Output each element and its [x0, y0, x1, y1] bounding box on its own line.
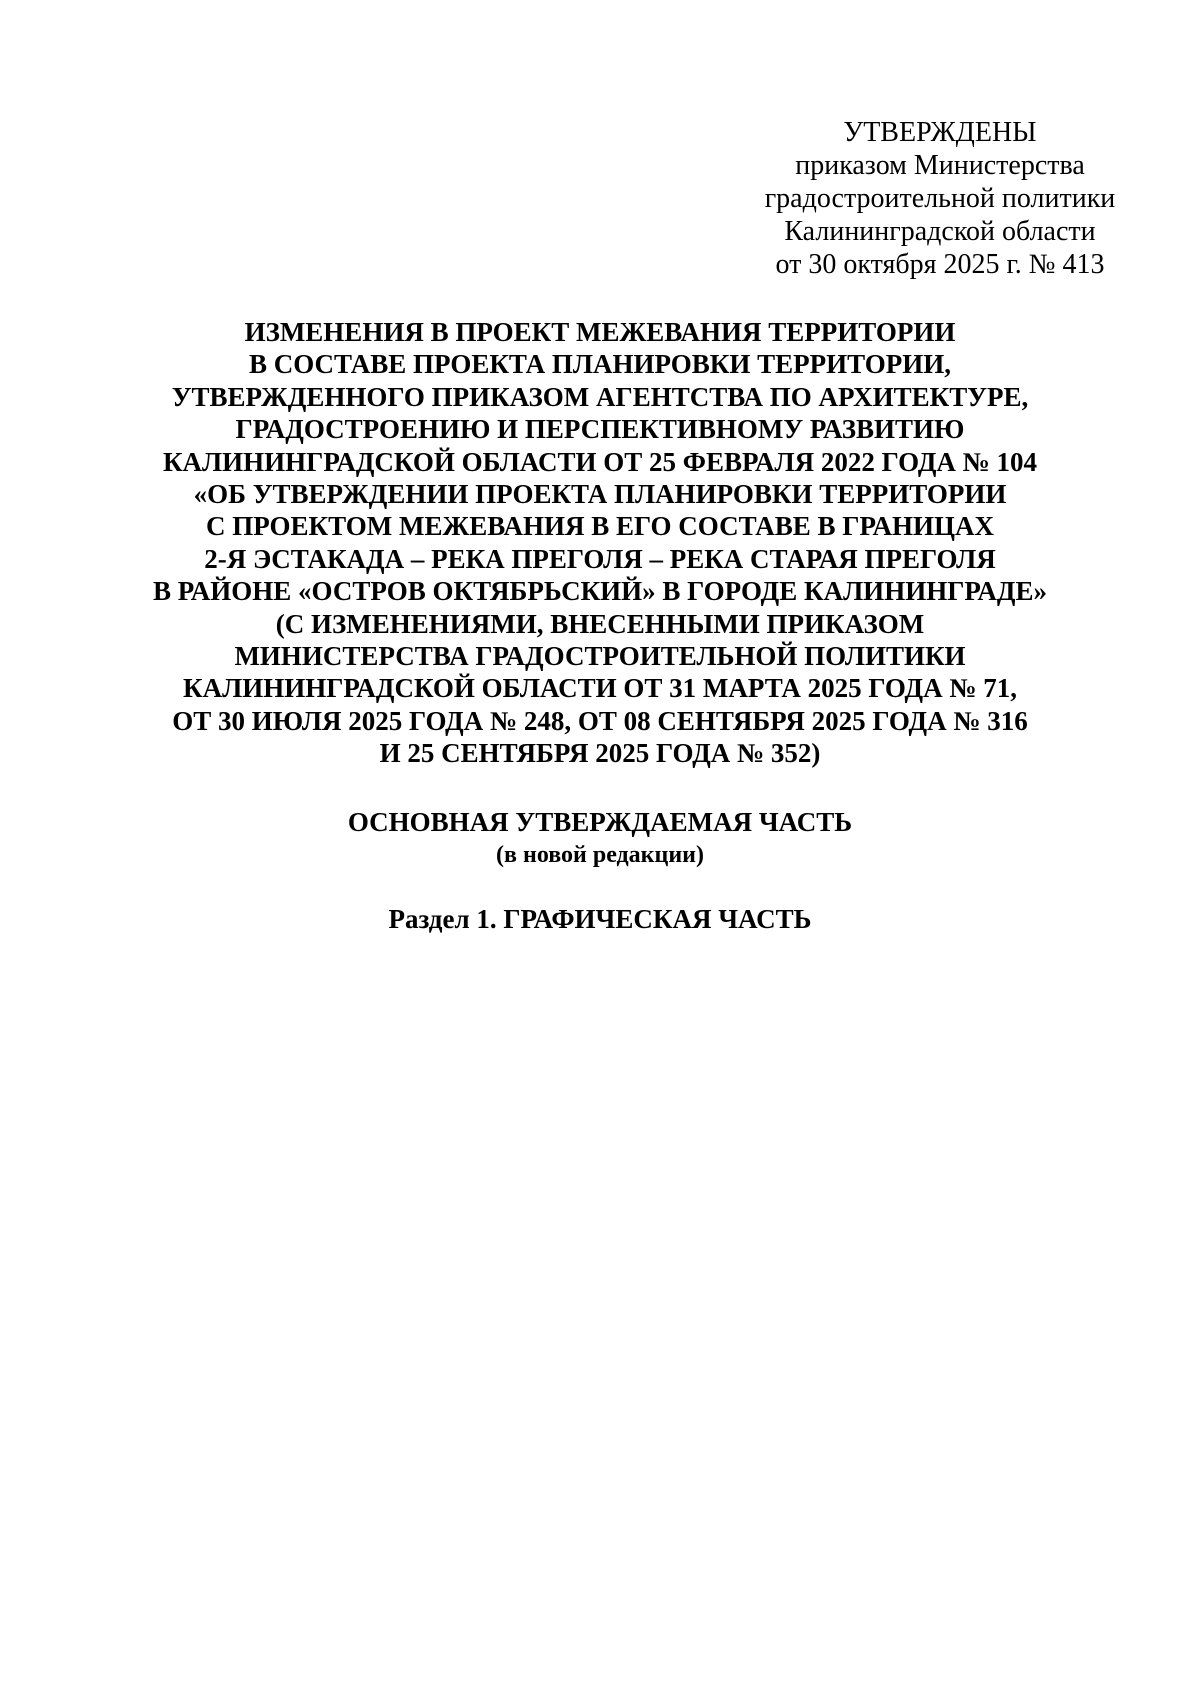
part-subtitle: (в новой редакции): [496, 842, 704, 868]
title-line: «ОБ УТВЕРЖДЕНИИ ПРОЕКТА ПЛАНИРОВКИ ТЕРРИТОРИИ: [193, 479, 1007, 510]
part-title: ОСНОВНАЯ УТВЕРЖДАЕМАЯ ЧАСТЬ: [347, 807, 853, 837]
title-line: МИНИСТЕРСТВА ГРАДОСТРОИТЕЛЬНОЙ ПОЛИТИКИ: [234, 641, 966, 672]
approval-line: Калининградской области: [784, 216, 1096, 247]
approval-line: от 30 октября 2025 г. № 413: [775, 249, 1105, 280]
part-heading: [0, 806, 1200, 871]
title-line: ОТ 30 ИЮЛЯ 2025 ГОДА № 248, ОТ 08 СЕНТЯБРЯ 2025 ГОДА № 316: [172, 705, 1028, 736]
document-title: [0, 316, 1200, 770]
title-line: В СОСТАВЕ ПРОЕКТА ПЛАНИРОВКИ ТЕРРИТОРИИ,: [248, 349, 952, 380]
approval-stamp: [740, 116, 1140, 281]
title-line: С ПРОЕКТОМ МЕЖЕВАНИЯ В ЕГО СОСТАВЕ В ГРАНИЦАХ: [205, 511, 995, 542]
title-line: ИЗМЕНЕНИЯ В ПРОЕКТ МЕЖЕВАНИЯ ТЕРРИТОРИИ: [244, 317, 956, 347]
title-line: (С ИЗМЕНЕНИЯМИ, ВНЕСЕННЫМИ ПРИКАЗОМ: [275, 608, 925, 639]
approval-line: приказом Министерства: [795, 150, 1085, 181]
title-line: И 25 СЕНТЯБРЯ 2025 ГОДА № 352): [379, 738, 821, 769]
title-line: УТВЕРЖДЕННОГО ПРИКАЗОМ АГЕНТСТВА ПО АРХИТЕКТУРЕ,: [171, 381, 1029, 412]
section-heading: Раздел 1. ГРАФИЧЕСКАЯ ЧАСТЬ: [388, 904, 812, 934]
title-line: В РАЙОНЕ «ОСТРОВ ОКТЯБРЬСКИЙ» В ГОРОДЕ КАЛИНИНГРАДЕ»: [153, 576, 1047, 607]
approval-line: градостроительной политики: [764, 183, 1116, 214]
title-line: КАЛИНИНГРАДСКОЙ ОБЛАСТИ ОТ 25 ФЕВРАЛЯ 2022 ГОДА № 104: [162, 446, 1038, 477]
title-line: КАЛИНИНГРАДСКОЙ ОБЛАСТИ ОТ 31 МАРТА 2025 ГОДА № 71,: [183, 673, 1017, 704]
approval-line: УТВЕРЖДЕНЫ: [843, 117, 1037, 148]
title-line: ГРАДОСТРОЕНИЮ И ПЕРСПЕКТИВНОМУ РАЗВИТИЮ: [235, 414, 965, 445]
title-line: 2-Я ЭСТАКАДА – РЕКА ПРЕГОЛЯ – РЕКА СТАРАЯ ПРЕГОЛЯ: [204, 543, 996, 574]
